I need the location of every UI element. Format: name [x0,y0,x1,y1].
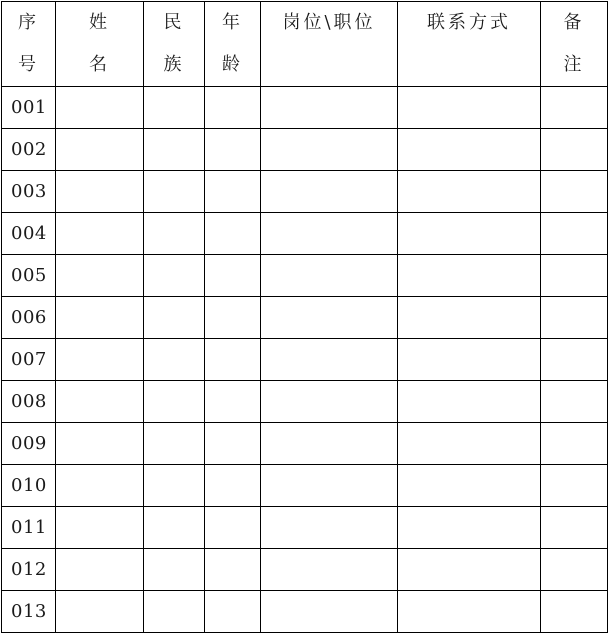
cell-serial-number: 002 [2,129,56,171]
cell-remarks[interactable] [541,213,608,255]
cell-ethnicity[interactable] [144,129,205,171]
cell-contact[interactable] [398,297,541,339]
table-row [2,255,608,297]
cell-ethnicity[interactable] [144,339,205,381]
cell-serial-number: 011 [2,507,56,549]
cell-remarks[interactable] [541,171,608,213]
cell-contact[interactable] [398,591,541,633]
cell-remarks[interactable] [541,381,608,423]
header-ethnicity-line-2: 族 [163,54,185,75]
header-serial-number-line-1: 序 [18,12,39,33]
table-row [2,423,608,465]
header-ethnicity-line-1: 民 [163,12,185,33]
table-row [2,465,608,507]
cell-age[interactable] [205,255,261,297]
cell-name[interactable] [56,381,144,423]
cell-name[interactable] [56,591,144,633]
header-age-line-2: 龄 [222,54,243,75]
cell-age[interactable] [205,465,261,507]
cell-ethnicity[interactable] [144,255,205,297]
header-age-line-1: 年 [222,12,243,33]
table-row [2,339,608,381]
header-name-line-1: 姓 [89,12,110,33]
header-serial-number [2,2,56,87]
cell-age[interactable] [205,213,261,255]
header-ethnicity [144,2,205,87]
cell-age[interactable] [205,381,261,423]
cell-name[interactable] [56,549,144,591]
header-age [205,2,261,87]
cell-age[interactable] [205,171,261,213]
table-row [2,297,608,339]
table-row [2,507,608,549]
cell-ethnicity[interactable] [144,465,205,507]
cell-ethnicity[interactable] [144,297,205,339]
cell-contact[interactable] [398,87,541,129]
cell-name[interactable] [56,213,144,255]
cell-serial-number: 012 [2,549,56,591]
cell-age[interactable] [205,339,261,381]
cell-position[interactable] [261,381,398,423]
cell-serial-number: 005 [2,255,56,297]
cell-name[interactable] [56,255,144,297]
cell-ethnicity[interactable] [144,87,205,129]
cell-position[interactable] [261,591,398,633]
cell-name[interactable] [56,129,144,171]
cell-name[interactable] [56,171,144,213]
cell-age[interactable] [205,129,261,171]
cell-contact[interactable] [398,129,541,171]
cell-remarks[interactable] [541,507,608,549]
cell-serial-number: 009 [2,423,56,465]
cell-position[interactable] [261,507,398,549]
table-row [2,129,608,171]
cell-contact[interactable] [398,381,541,423]
table-row [2,87,608,129]
cell-age[interactable] [205,87,261,129]
header-remarks [541,2,608,87]
cell-position[interactable] [261,129,398,171]
cell-position[interactable] [261,171,398,213]
roster-body [2,87,608,633]
cell-ethnicity[interactable] [144,591,205,633]
header-remarks-line-1: 备 [563,12,585,33]
cell-position[interactable] [261,549,398,591]
cell-name[interactable] [56,465,144,507]
header-contact-label: 联系方式 [427,12,511,33]
cell-contact[interactable] [398,465,541,507]
cell-ethnicity[interactable] [144,423,205,465]
cell-remarks[interactable] [541,129,608,171]
cell-serial-number: 007 [2,339,56,381]
cell-remarks[interactable] [541,339,608,381]
cell-name[interactable] [56,507,144,549]
cell-serial-number: 013 [2,591,56,633]
cell-remarks[interactable] [541,465,608,507]
cell-contact[interactable] [398,423,541,465]
cell-ethnicity[interactable] [144,549,205,591]
cell-ethnicity[interactable] [144,171,205,213]
cell-ethnicity[interactable] [144,507,205,549]
header-row [2,2,608,87]
header-serial-number-line-2: 号 [18,54,39,75]
header-contact [398,2,541,87]
cell-position[interactable] [261,297,398,339]
cell-contact[interactable] [398,213,541,255]
staff-roster-table [1,1,608,633]
cell-contact[interactable] [398,549,541,591]
cell-serial-number: 010 [2,465,56,507]
cell-name[interactable] [56,297,144,339]
table-row [2,171,608,213]
cell-age[interactable] [205,549,261,591]
cell-remarks[interactable] [541,255,608,297]
cell-ethnicity[interactable] [144,381,205,423]
cell-position[interactable] [261,213,398,255]
cell-remarks[interactable] [541,87,608,129]
cell-age[interactable] [205,507,261,549]
cell-serial-number: 006 [2,297,56,339]
cell-age[interactable] [205,423,261,465]
cell-remarks[interactable] [541,297,608,339]
table-row [2,213,608,255]
cell-contact[interactable] [398,171,541,213]
table-row [2,381,608,423]
header-position [261,2,398,87]
cell-name[interactable] [56,423,144,465]
cell-ethnicity[interactable] [144,213,205,255]
cell-name[interactable] [56,339,144,381]
cell-remarks[interactable] [541,423,608,465]
cell-serial-number: 001 [2,87,56,129]
header-position-label: 岗位\职位 [282,12,376,33]
table-row [2,591,608,633]
cell-serial-number: 004 [2,213,56,255]
cell-position[interactable] [261,423,398,465]
cell-contact[interactable] [398,255,541,297]
cell-position[interactable] [261,255,398,297]
table-row [2,549,608,591]
cell-remarks[interactable] [541,549,608,591]
header-name-line-2: 名 [89,54,110,75]
header-name [56,2,144,87]
cell-position[interactable] [261,339,398,381]
cell-contact[interactable] [398,507,541,549]
cell-serial-number: 003 [2,171,56,213]
cell-contact[interactable] [398,339,541,381]
cell-serial-number: 008 [2,381,56,423]
cell-name[interactable] [56,87,144,129]
cell-position[interactable] [261,87,398,129]
cell-position[interactable] [261,465,398,507]
header-remarks-line-2: 注 [563,54,585,75]
cell-age[interactable] [205,591,261,633]
cell-remarks[interactable] [541,591,608,633]
cell-age[interactable] [205,297,261,339]
